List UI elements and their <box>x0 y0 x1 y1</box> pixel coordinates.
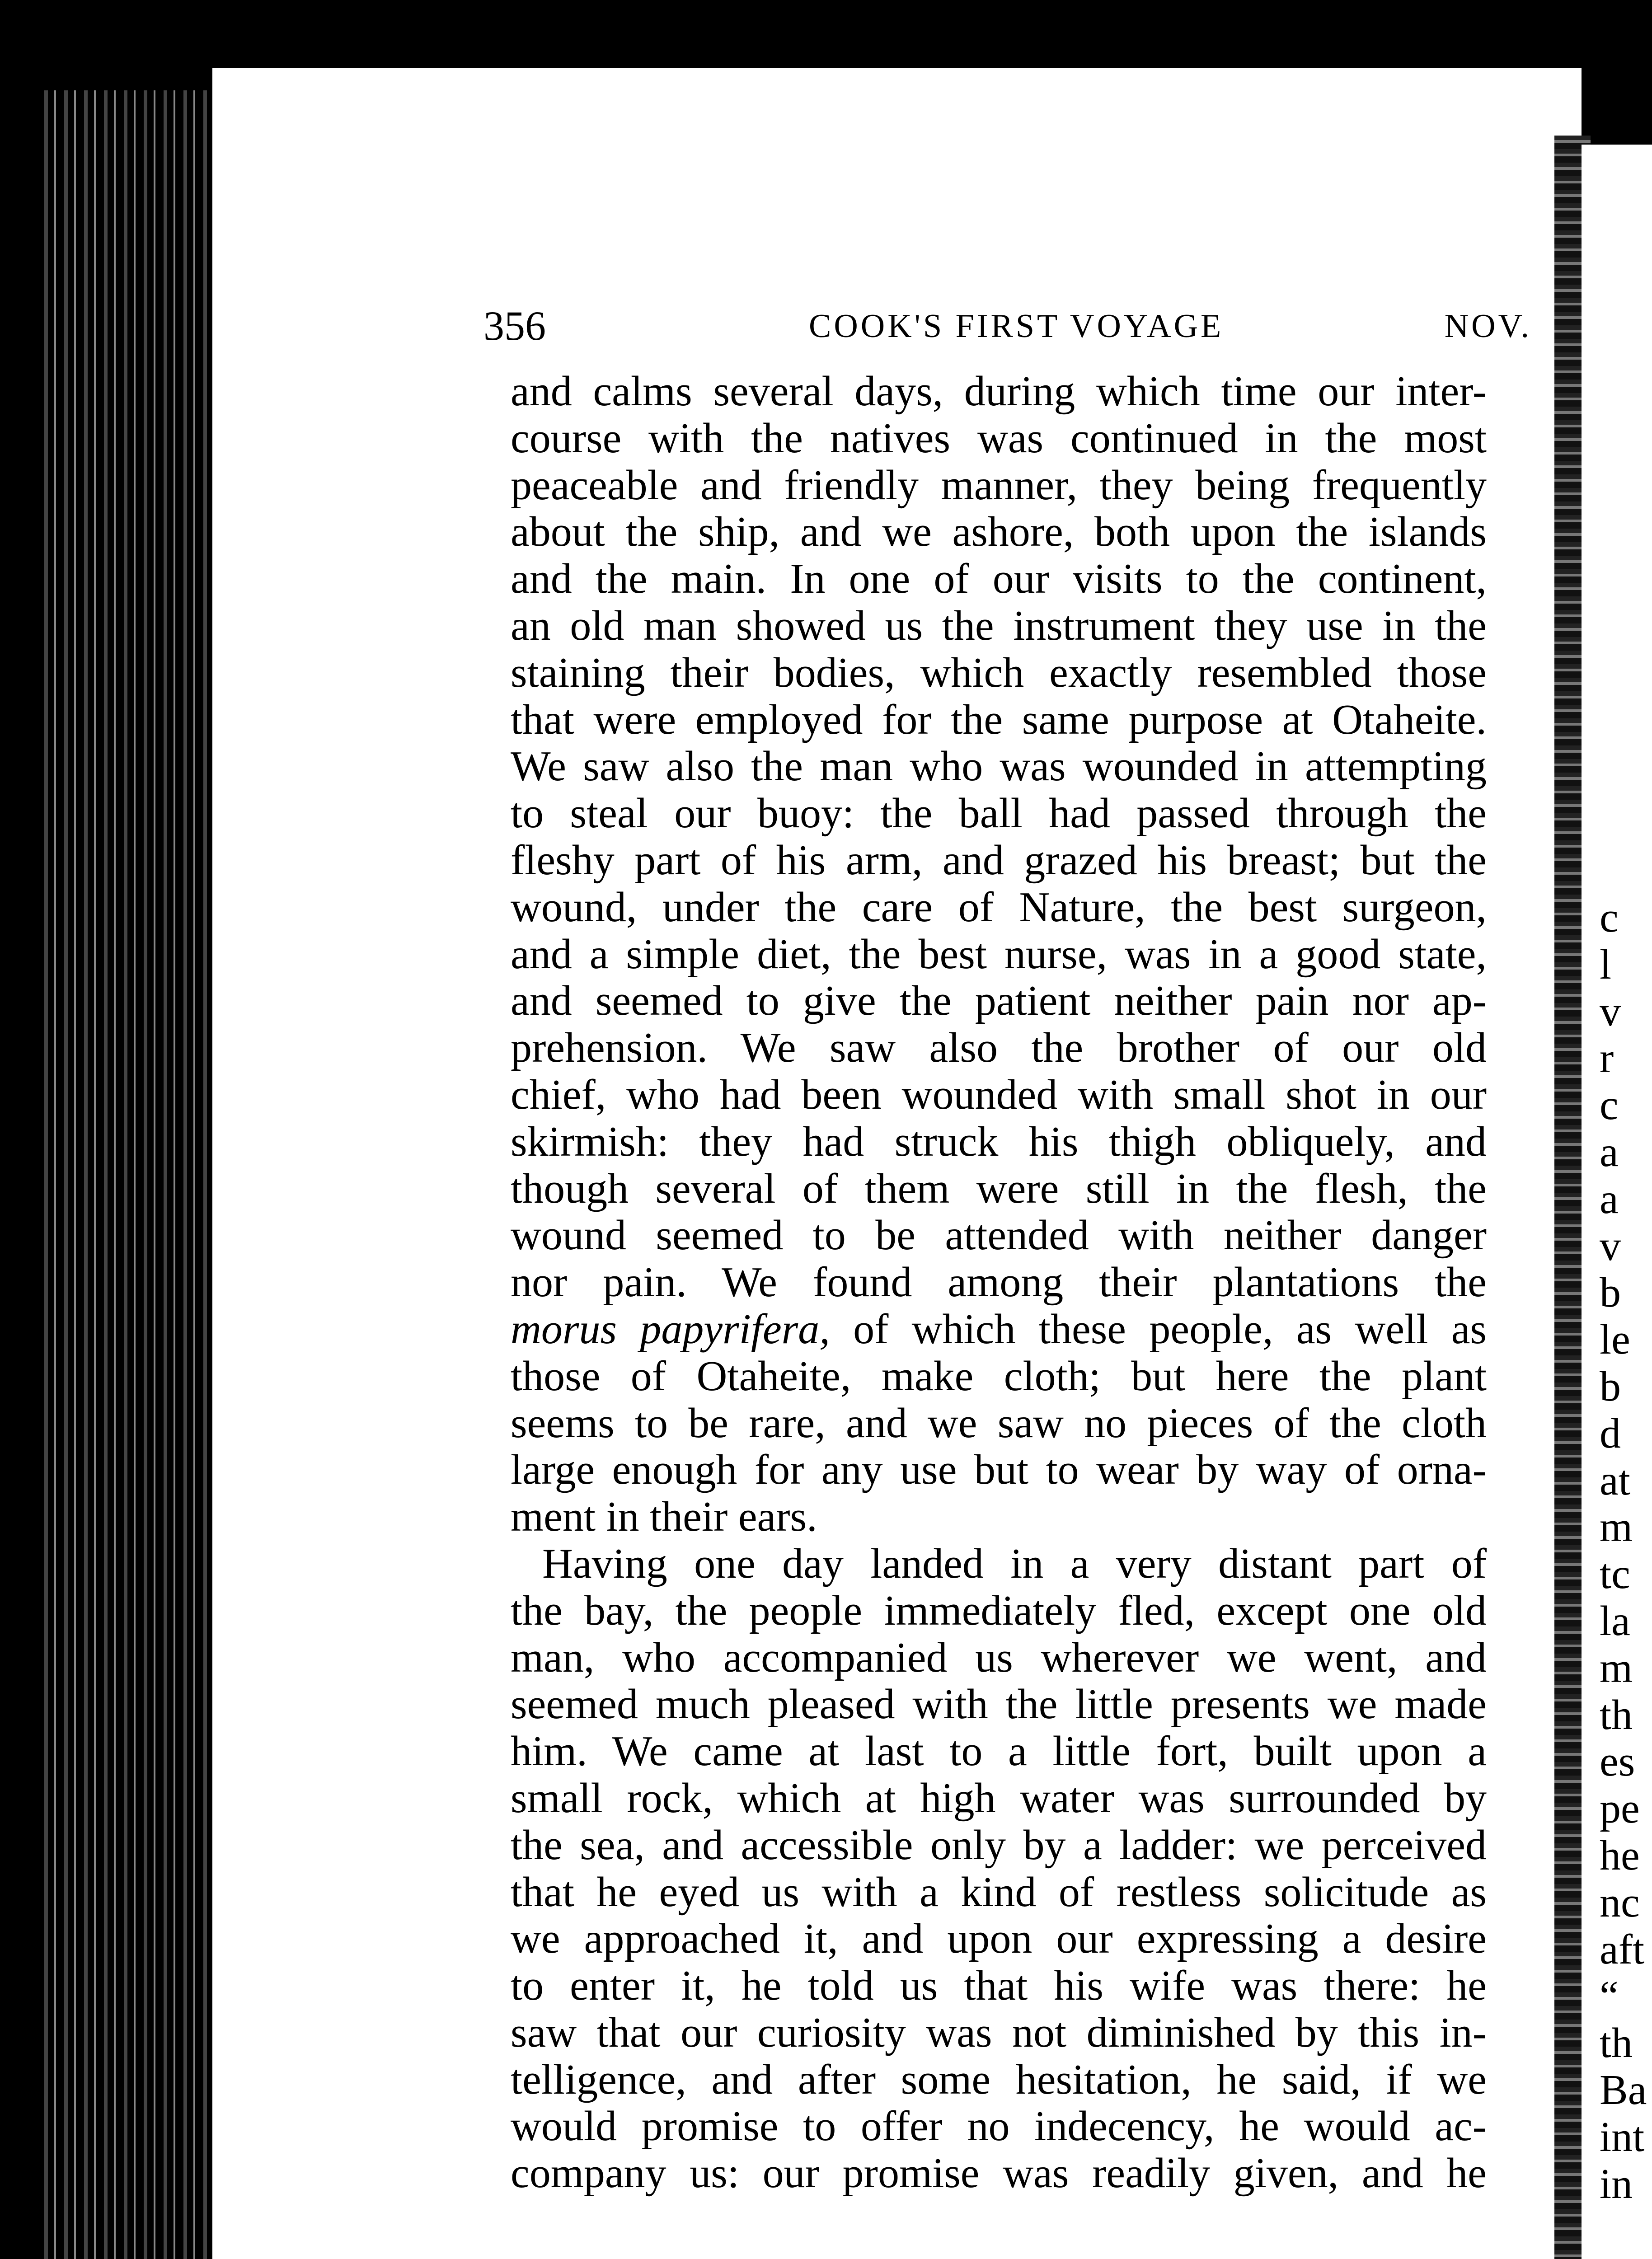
facing-page-fragment: pe <box>1600 1785 1640 1833</box>
facing-page-fragment: “ <box>1600 1973 1619 2020</box>
facing-page-fragment: la <box>1600 1597 1630 1645</box>
facing-page-fragment: m <box>1600 1644 1633 1692</box>
text-line-italic <box>511 1306 1487 1353</box>
facing-page-fragment: th <box>1600 1691 1633 1739</box>
text-line: an old man showed us the instrument they use in the <box>511 602 1487 649</box>
facing-page-fragment: le <box>1600 1316 1630 1364</box>
facing-page-fragment: v <box>1600 988 1621 1035</box>
text-line: and seemed to give the patient neither pain nor ap- <box>511 977 1487 1025</box>
facing-page-fragment: in <box>1600 2160 1633 2207</box>
text-line: seems to be rare, and we saw no pieces of the cloth <box>511 1399 1487 1447</box>
facing-page-fragment: he <box>1600 1832 1640 1879</box>
body-text <box>511 368 1487 2197</box>
running-head-month: NOV. <box>1444 308 1532 345</box>
text-line: the sea, and accessible only by a ladder: we perceived <box>511 1821 1487 1869</box>
text-line: large enough for any use but to wear by way of orna- <box>511 1446 1487 1494</box>
text-line: chief, who had been wounded with small shot in our <box>511 1071 1487 1118</box>
text-line: about the ship, and we ashore, both upon the islands <box>511 508 1487 556</box>
text-line: nor pain. We found among their plantations the <box>511 1259 1487 1306</box>
facing-page-fragment: es <box>1600 1738 1635 1786</box>
text-line: and calms several days, during which time our inter- <box>511 368 1487 415</box>
text-line: the bay, the people immediately fled, except one old <box>511 1587 1487 1634</box>
facing-page-fragment: th <box>1600 2020 1633 2067</box>
text-line: small rock, which at high water was surrounded by <box>511 1774 1487 1822</box>
text-line: that he eyed us with a kind of restless solicitude as <box>511 1868 1487 1916</box>
facing-page-fragment: Ba <box>1600 2066 1647 2114</box>
text-line: fleshy part of his arm, and grazed his breast; but the <box>511 836 1487 884</box>
facing-page-text <box>1600 895 1652 2207</box>
text-line: telligence, and after some hesitation, he said, if we <box>511 2056 1487 2103</box>
facing-page-fragment: b <box>1600 1269 1621 1317</box>
text-line: we approached it, and upon our expressing a desire <box>511 1915 1487 1963</box>
text-line: to enter it, he told us that his wife was there: he <box>511 1962 1487 2010</box>
facing-page-fragment: v <box>1600 1222 1621 1270</box>
facing-page-fragment: tc <box>1600 1551 1630 1598</box>
text-line: wound seemed to be attended with neither danger <box>511 1212 1487 1259</box>
text-line: and the main. In one of our visits to the continent, <box>511 555 1487 603</box>
facing-page-fragment: b <box>1600 1363 1621 1410</box>
page-header <box>483 302 1532 356</box>
page-number: 356 <box>483 303 546 349</box>
text-line: man, who accompanied us wherever we went, and <box>511 1634 1487 1681</box>
text-line: would promise to offer no indecency, he would ac- <box>511 2103 1487 2150</box>
facing-page-fragment: a <box>1600 1128 1619 1176</box>
binding-gutter <box>36 90 226 2259</box>
text-line: and a simple diet, the best nurse, was in a good state, <box>511 930 1487 978</box>
facing-page-fragment: aft <box>1600 1926 1645 1973</box>
text-fragment: of which these people, as well as <box>830 1305 1487 1353</box>
text-line: company us: our promise was readily given, and he <box>511 2150 1487 2197</box>
text-line: course with the natives was continued in the most <box>511 414 1487 462</box>
text-line: to steal our buoy: the ball had passed through the <box>511 790 1487 837</box>
text-line: saw that our curiosity was not diminished by this in- <box>511 2009 1487 2056</box>
text-line: him. We came at last to a little fort, built upon a <box>511 1728 1487 1775</box>
text-line: those of Otaheite, make cloth; but here the plant <box>511 1352 1487 1400</box>
text-line: We saw also the man who was wounded in attempting <box>511 743 1487 790</box>
text-line: seemed much pleased with the little presents we made <box>511 1681 1487 1728</box>
text-line: that were employed for the same purpose at Otaheite. <box>511 696 1487 743</box>
text-line: peaceable and friendly manner, they being frequently <box>511 461 1487 509</box>
text-line: ment in their ears. <box>511 1493 817 1541</box>
facing-page-fragment: d <box>1600 1410 1621 1457</box>
facing-page-fragment: at <box>1600 1457 1630 1504</box>
text-line: staining their bodies, which exactly resembled those <box>511 649 1487 696</box>
facing-page-fragment: int <box>1600 2113 1645 2161</box>
facing-page-fragment: r <box>1600 1035 1614 1082</box>
facing-page-fragment: a <box>1600 1175 1619 1223</box>
text-line: skirmish: they had struck his thigh obliquely, and <box>511 1118 1487 1165</box>
facing-page-fragment: m <box>1600 1504 1633 1551</box>
text-line: wound, under the care of Nature, the best surgeon, <box>511 883 1487 931</box>
facing-page-fragment: nc <box>1600 1879 1640 1926</box>
italic-term: morus papyrifera, <box>511 1305 830 1353</box>
facing-page-fragment: c <box>1600 895 1619 941</box>
facing-page-fragment: c <box>1600 1082 1619 1129</box>
running-head: COOK'S FIRST VOYAGE <box>809 308 1224 345</box>
text-line: though several of them were still in the flesh, the <box>511 1165 1487 1212</box>
text-line: prehension. We saw also the brother of our old <box>511 1024 1487 1072</box>
facing-page-fragment: l <box>1600 941 1612 988</box>
paragraph-start: Having one day landed in a very distant part of <box>542 1540 1487 1587</box>
